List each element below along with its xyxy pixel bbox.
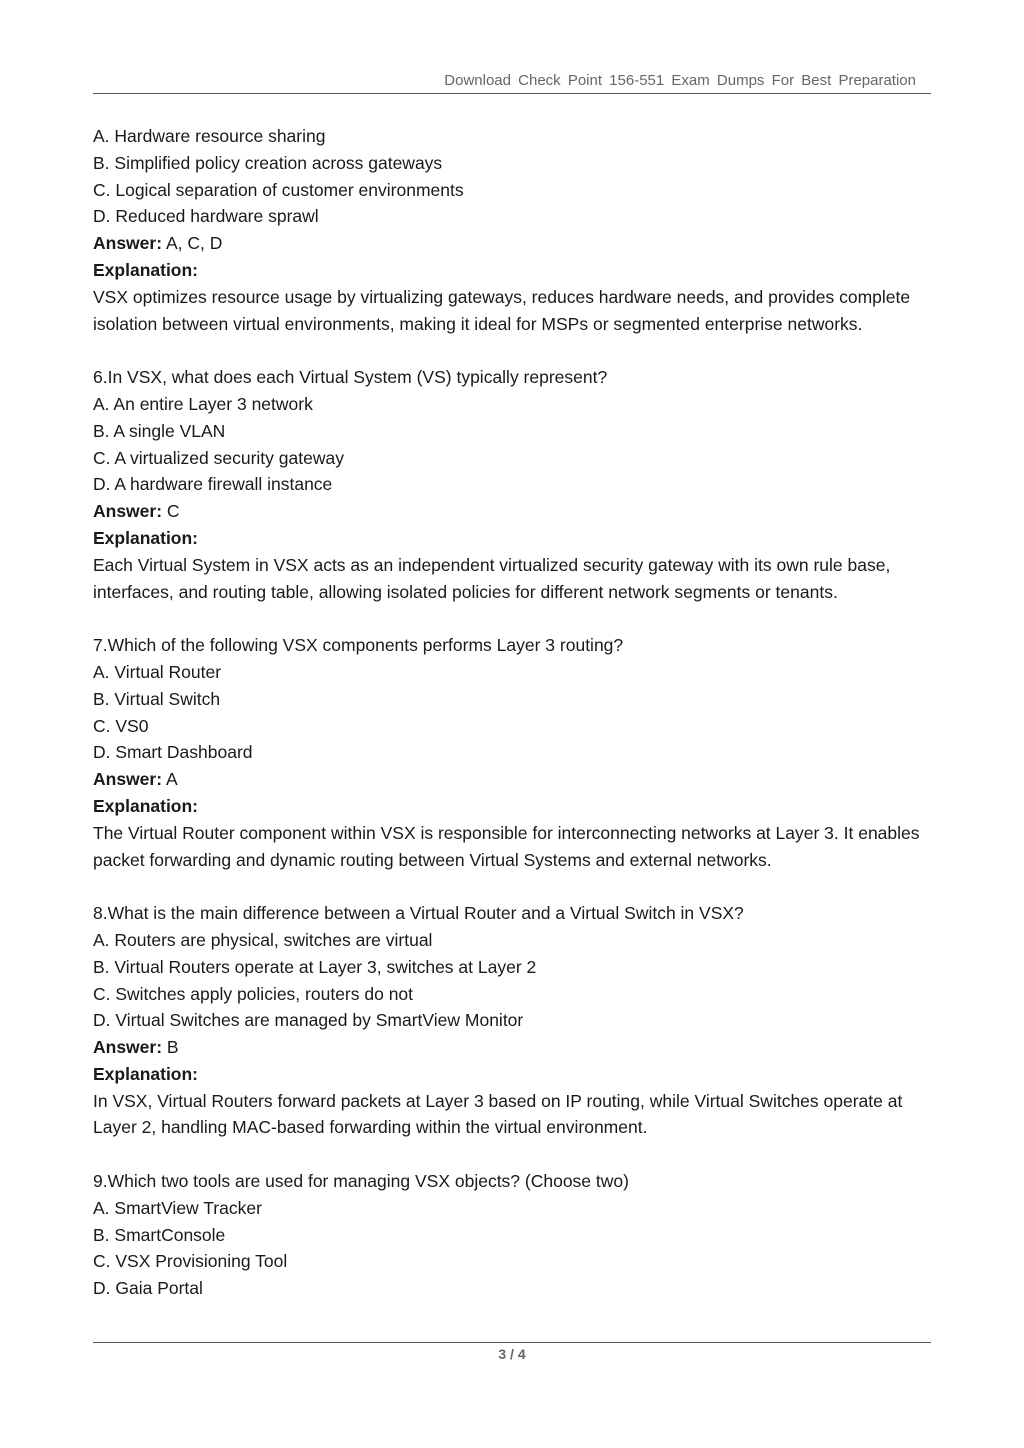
answer-value: A, C, D: [162, 233, 223, 254]
footer-divider: [93, 1342, 931, 1343]
explanation-label: Explanation:: [93, 259, 199, 280]
option-b: B. Simplified policy creation across gateways: [93, 152, 443, 173]
option-b: B. Virtual Switch: [93, 688, 221, 709]
explanation-text: The Virtual Router component within VSX is responsible for interconnecting networks at Layer 3. It enables packet forwarding and dynamic routing between Virtual Systems and external networks.: [93, 822, 920, 870]
answer-label: Answer:: [93, 1037, 163, 1058]
explanation-label: Explanation:: [93, 795, 199, 816]
explanation-text: In VSX, Virtual Routers forward packets at Layer 3 based on IP routing, while Virtual Switches operate at Layer 2, handling MAC-based forwarding within the virtual environment.: [93, 1090, 903, 1138]
option-c: C. A virtualized security gateway: [93, 447, 344, 468]
question-8: [93, 900, 933, 1141]
spacer: [93, 873, 933, 900]
option-a: A. SmartView Tracker: [93, 1197, 262, 1218]
option-d: D. Reduced hardware sprawl: [93, 206, 319, 227]
question-9: [93, 1168, 933, 1302]
explanation-text: Each Virtual System in VSX acts as an independent virtualized security gateway with its own rule base, interfaces, and routing table, allowing isolated policies for different network segments or tenants.: [93, 554, 891, 602]
option-a: A. Hardware resource sharing: [93, 126, 326, 146]
question-5-tail: [93, 123, 933, 337]
document-body: [93, 123, 933, 1302]
answer-label: Answer:: [93, 501, 163, 522]
option-b: B. SmartConsole: [93, 1224, 226, 1245]
answer-value: B: [162, 1037, 179, 1058]
answer-label: Answer:: [93, 769, 163, 790]
answer-line: [93, 230, 933, 257]
answer-line: [93, 498, 933, 525]
question-text: 8.What is the main difference between a Virtual Router and a Virtual Switch in VSX?: [93, 903, 744, 924]
explanation-label: Explanation:: [93, 527, 199, 548]
option-c: C. Switches apply policies, routers do not: [93, 983, 414, 1004]
question-text: 9.Which two tools are used for managing VSX objects? (Choose two): [93, 1171, 629, 1192]
option-c: C. VSX Provisioning Tool: [93, 1251, 288, 1272]
option-c: C. Logical separation of customer environments: [93, 179, 464, 200]
option-a: A. Routers are physical, switches are virtual: [93, 929, 433, 950]
question-text: 7.Which of the following VSX components performs Layer 3 routing?: [93, 635, 624, 656]
question-text: 6.In VSX, what does each Virtual System (VS) typically represent?: [93, 367, 608, 388]
option-d: D. Smart Dashboard: [93, 742, 253, 763]
page-header-title: Download Check Point 156-551 Exam Dumps For Best Preparation: [444, 72, 916, 89]
explanation-label: Explanation:: [93, 1063, 199, 1084]
question-6: [93, 364, 933, 605]
answer-value: A: [162, 769, 178, 790]
spacer: [93, 1141, 933, 1168]
answer-line: [93, 766, 933, 793]
spacer: [93, 605, 933, 632]
option-a: A. Virtual Router: [93, 661, 222, 682]
page-number: 3 / 4: [498, 1346, 526, 1362]
option-c: C. VS0: [93, 715, 149, 736]
header-divider: [93, 93, 931, 94]
explanation-text: VSX optimizes resource usage by virtualizing gateways, reduces hardware needs, and provides complete isolation between virtual environments, making it ideal for MSPs or segmented enterprise networks.: [93, 286, 911, 334]
option-b: B. Virtual Routers operate at Layer 3, switches at Layer 2: [93, 956, 537, 977]
answer-line: [93, 1034, 933, 1061]
question-7: [93, 632, 933, 873]
spacer: [93, 337, 933, 364]
option-a: A. An entire Layer 3 network: [93, 393, 313, 414]
option-d: D. Virtual Switches are managed by SmartView Monitor: [93, 1010, 524, 1031]
answer-value: C: [162, 501, 180, 522]
option-b: B. A single VLAN: [93, 420, 226, 441]
answer-label: Answer:: [93, 233, 163, 254]
option-d: D. A hardware firewall instance: [93, 474, 333, 495]
option-d: D. Gaia Portal: [93, 1278, 203, 1299]
